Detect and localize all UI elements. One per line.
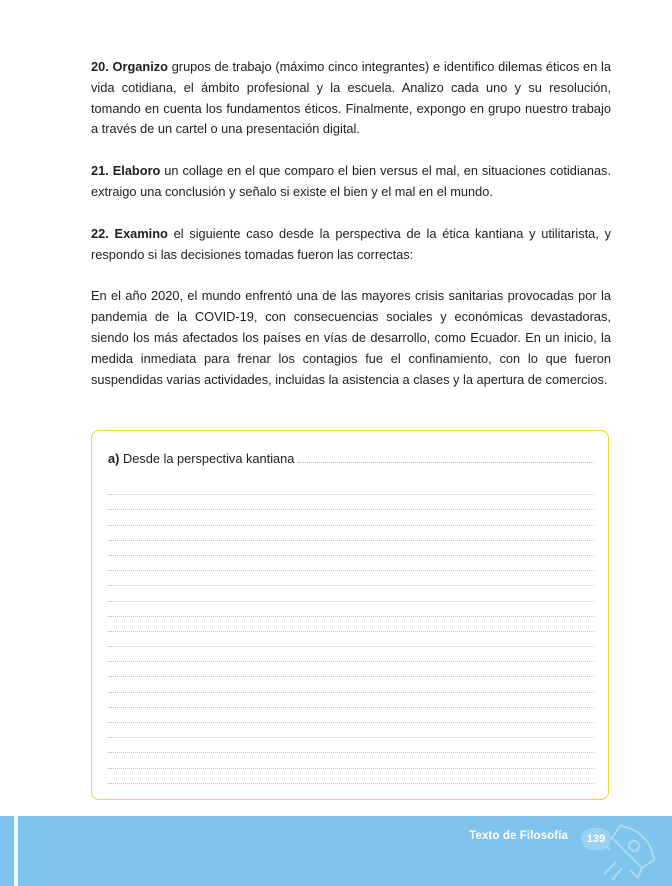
exercise-20 [91,57,611,140]
writing-line[interactable] [108,495,594,510]
exercise-20-text: grupos de trabajo (máximo cinco integrantes) e identifico dilemas éticos en la vida cotidiana, el ámbito profesional y la escuela. Analizo cada uno y su resolución, tomando en cuenta los fundamentos éticos. Finalmente, expongo en grupo nuestro trabajo a través de un cartel o una presentación digital. [91,59,611,137]
writing-line[interactable] [108,541,594,556]
rocket-icon [590,816,672,886]
answer-box-header [108,451,594,466]
writing-line[interactable] [108,526,594,541]
exercise-22-text: el siguiente caso desde la perspectiva de la ética kantiana y utilitarista, y respondo si las decisiones tomadas fueron las correctas: [91,225,611,262]
footer-book-title: Texto de Filosofía [469,830,568,842]
exercise-21-text: un collage en el que comparo el bien versus el mal, en situaciones cotidianas. extraigo una conclusión y señalo si existe el bien y el mal en el mundo. [91,163,612,199]
answer-label-text: Desde la perspectiva kantiana [119,451,295,466]
footer-band [0,816,672,886]
writing-line[interactable] [108,677,594,692]
writing-line[interactable] [108,693,594,708]
answer-box [91,430,609,800]
case-paragraph: En el año 2020, el mundo enfrentó una de las mayores crisis sanitarias provocadas por la pandemia de la COVID-19, con consecuencias sociales y económicas devastadoras, siendo los más afectados los países en vías de desarrollo, como Ecuador. En un inicio, la medida inmediata para frenar los contagios fue el confinamiento, con lo que fueron suspendidas varias actividades, incluidas la asistencia a clases y la apertura de comercios. [91,288,611,387]
exercise-22 [91,224,611,266]
writing-line[interactable] [108,738,594,753]
page-number-badge: 139 [581,828,611,850]
writing-line[interactable] [108,586,594,601]
writing-line[interactable] [108,647,594,662]
writing-line[interactable] [108,602,594,617]
writing-line[interactable] [108,662,594,677]
writing-line[interactable] [108,480,594,495]
writing-line[interactable] [108,617,594,632]
writing-line[interactable] [108,632,594,647]
answer-label-letter: a) [108,451,120,466]
answer-label [108,451,294,466]
footer-left-strip [14,816,18,886]
exercise-22-heading: 22. Examino [91,225,168,241]
exercise-21-heading: 21. Elaboro [91,163,161,179]
exercise-content [91,57,611,411]
writing-line[interactable] [108,571,594,586]
answer-first-line[interactable] [298,462,594,463]
writing-line[interactable] [108,510,594,525]
writing-line[interactable] [108,769,594,784]
writing-line[interactable] [108,753,594,768]
exercise-21 [91,161,611,203]
exercise-20-heading: 20. Organizo [91,59,168,74]
answer-writing-lines[interactable] [108,480,594,784]
writing-line[interactable] [108,556,594,571]
writing-line[interactable] [108,708,594,723]
writing-line[interactable] [108,723,594,738]
